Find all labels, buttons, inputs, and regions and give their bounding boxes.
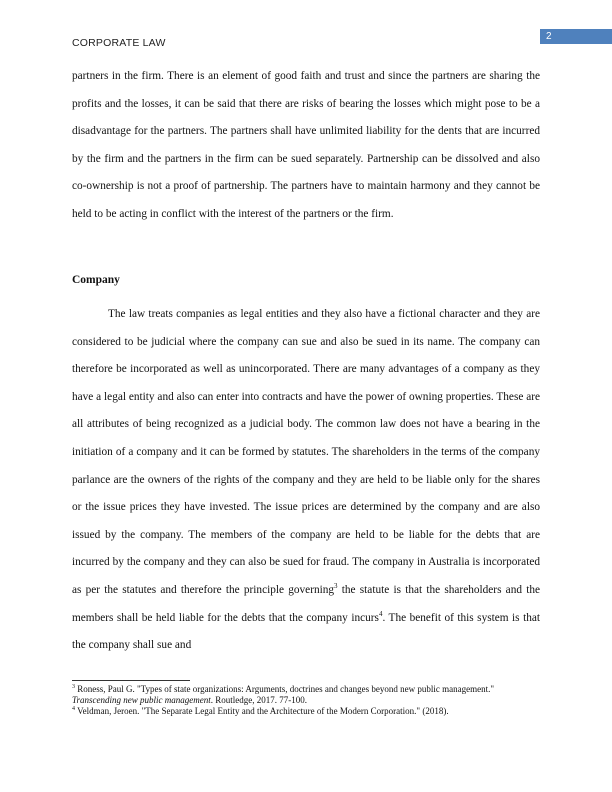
footnote-separator [72, 680, 190, 681]
footnote-ref-3[interactable]: 3 [334, 582, 338, 591]
footnote-3 [72, 684, 540, 706]
footnote-4 [72, 706, 540, 717]
footnote-text: Roness, Paul G. "Types of state organizations: Arguments, doctrines and changes beyond new public management." [75, 684, 495, 694]
paragraph-partnership: partners in the firm. There is an element of good faith and trust and since the partners are sharing the profits and the losses, it can be said that there are risks of bearing the losses which might pose to be a disadvantage for the partners. The partners shall have unlimited liability for the dents that are incurred by the firm and the partners in the firm can be sued separately. Partnership can be dissolved and also co-ownership is not a proof of partnership. The partners have to maintain harmony and they cannot be held to be acting in conflict with the interest of the partners or the firm. [72, 70, 540, 220]
page-number: 2 [546, 31, 552, 42]
paragraph-company [72, 301, 540, 660]
footnote-ref-4[interactable]: 4 [378, 609, 383, 618]
footnote-number: 4 [72, 706, 75, 713]
footnote-text: Veldman, Jeroen. "The Separate Legal Entity and the Architecture of the Modern Corporation." (2018). [75, 706, 449, 717]
footnote-title-italic: Transcending new public management [72, 695, 211, 706]
footnotes [72, 684, 540, 718]
page-number-badge [540, 29, 612, 44]
footnote-text-end: . Routledge, 2017. 77-100. [210, 695, 307, 706]
footnote-number: 3 [72, 684, 75, 690]
running-header: CORPORATE LAW [72, 37, 166, 49]
section-heading-company: Company [72, 274, 120, 286]
paragraph-text-part2: the statute is that the shareholders and the members shall be held liable for the debts that the company incurs [72, 583, 540, 624]
paragraph-text-part3: . The benefit of this system is that the company shall sue and [72, 611, 541, 652]
paragraph-text-part1: The law treats companies as legal entities and they also have a fictional character and they are considered to be judicial where the company can sue and also be sued in its name. The company can therefore be incorporated as well as unincorporated. There are many advantages of a company as they have a legal entity and also can enter into contracts and have the power of owning properties. These are all attributes of being recognized as a judicial body. The common law does not have a bearing in the initiation of a company and it can be formed by statutes. The shareholders in the terms of the company parlance are the owners of the rights of the company and they are held to be liable only for the shares or the issue prices they have invested. The issue prices are determined by the company and are also issued by the company. The members of the company are held to be liable for the debts that are incurred by the company and they can also be sued for fraud. The company in Australia is incorporated as per the statutes and therefore the principle governing [72, 308, 540, 596]
